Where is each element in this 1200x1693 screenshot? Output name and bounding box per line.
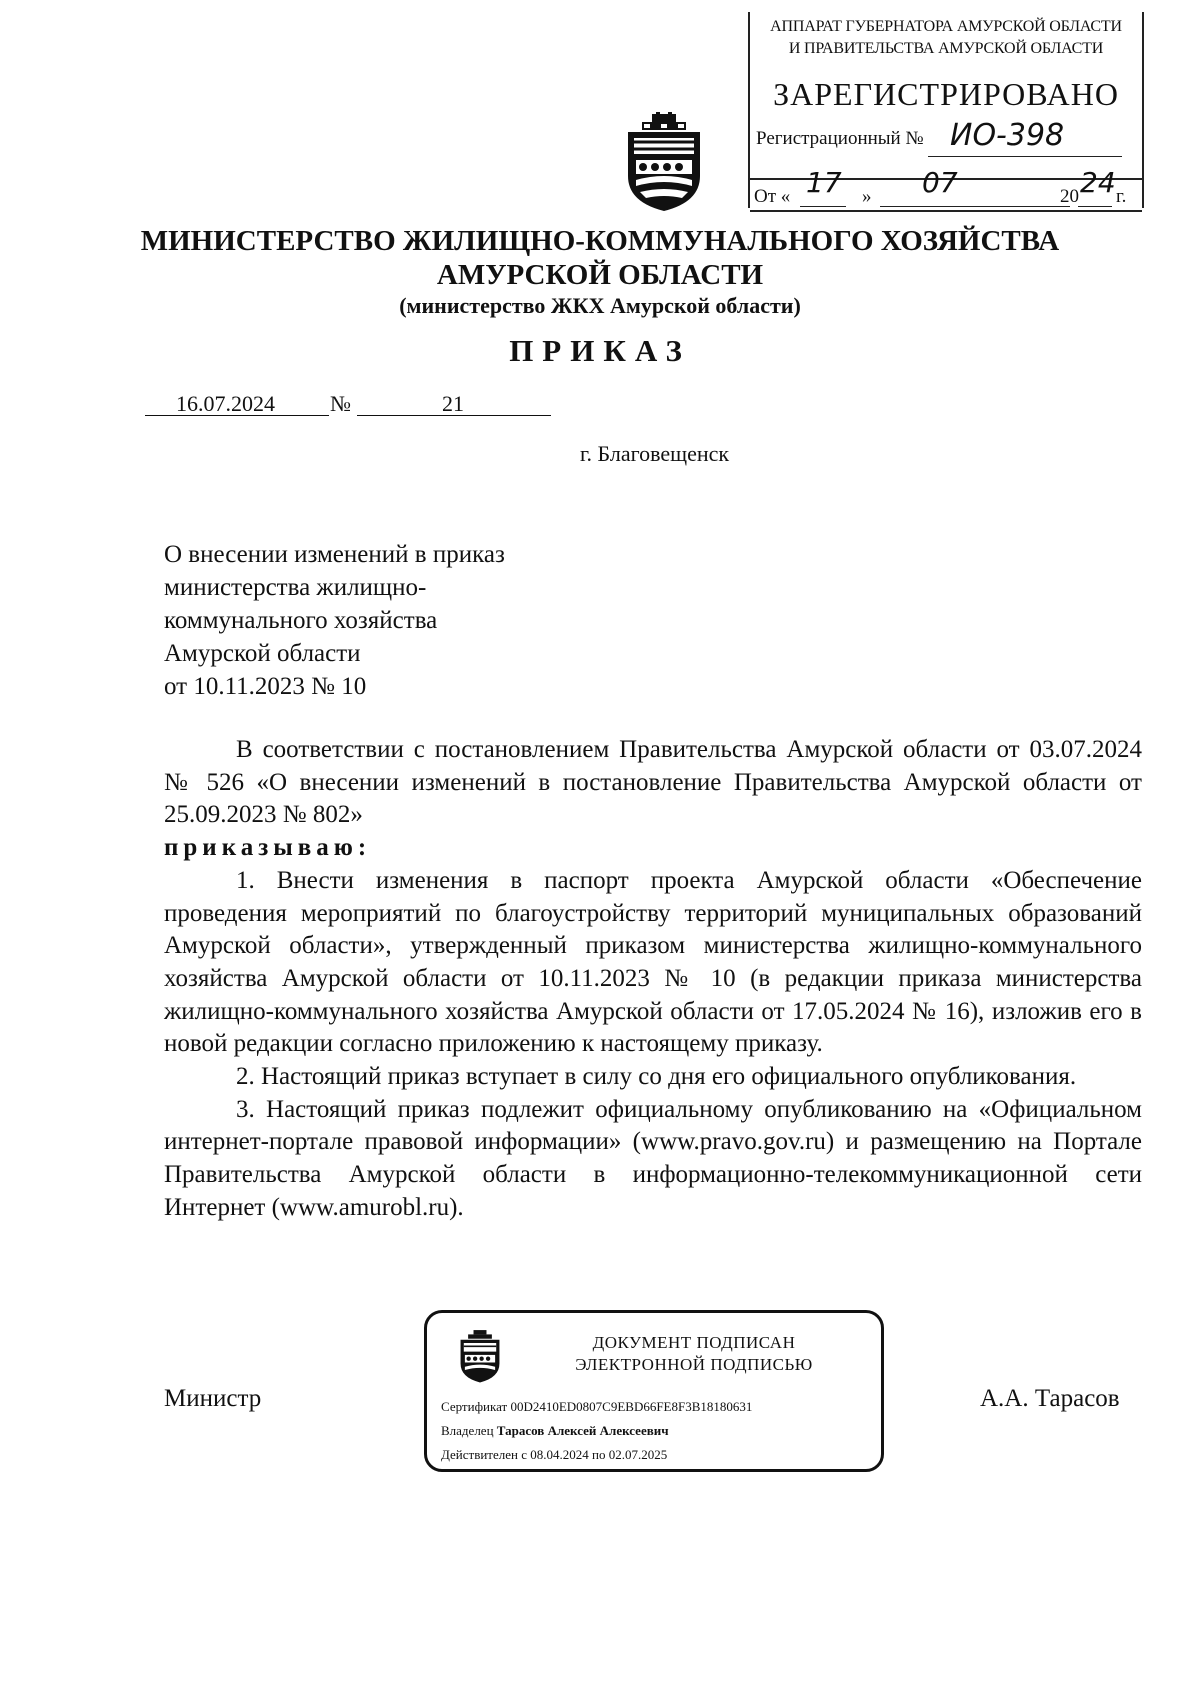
esig-owner-label: Владелец <box>441 1423 494 1438</box>
order-subject <box>164 538 505 703</box>
stamp-year-prefix: 20 <box>1060 186 1079 207</box>
registration-stamp <box>748 12 1144 208</box>
order-number: 21 <box>442 391 464 416</box>
esig-title-line1: ДОКУМЕНТ ПОДПИСАН <box>592 1333 796 1352</box>
order-number-sign: № <box>330 391 351 416</box>
amur-coat-of-arms-icon <box>457 1329 503 1383</box>
order-body <box>164 734 1142 1225</box>
subject-line: О внесении изменений в приказ <box>164 541 505 568</box>
esig-title-line2: ЭЛЕКТРОННОЙ ПОДПИСЬЮ <box>575 1355 813 1374</box>
esig-owner-value: Тарасов Алексей Алексеевич <box>496 1423 669 1438</box>
order-item-2: 2. Настоящий приказ вступает в силу со дня его официального опубликования. <box>236 1063 1077 1091</box>
stamp-day: 17 <box>806 166 842 199</box>
amur-coat-of-arms-icon <box>622 112 706 212</box>
stamp-reg-number: ИО-398 <box>950 118 1065 153</box>
subject-line: коммунального хозяйства <box>164 607 438 634</box>
stamp-reg-underline <box>928 156 1122 157</box>
stamp-org-line1: АППАРАТ ГУБЕРНАТОРА АМУРСКОЙ ОБЛАСТИ <box>770 18 1122 35</box>
esig-valid-to: 02.07.2025 <box>608 1447 668 1462</box>
order-item-3: 3. Настоящий приказ подлежит официальному опубликованию на «Официальном интернет-портале правовой информации» (www.pravo.gov.ru) и размещению на Портале Правительства Амурской области в информационно-телекоммуникационной сети Интернет (www.amurobl.ru). <box>164 1095 1142 1221</box>
stamp-year-underline <box>1078 206 1112 207</box>
document-type-title: ПРИКАЗ <box>509 333 691 368</box>
esig-owner <box>441 1423 669 1439</box>
subject-line: министерства жилищно- <box>164 574 427 601</box>
order-date: 16.07.2024 <box>176 391 275 416</box>
esig-cert-value: 00D2410ED0807C9EBD66FE8F3B18180631 <box>510 1399 753 1414</box>
esig-valid-from: 08.04.2024 <box>530 1447 589 1462</box>
order-item-1: 1. Внести изменения в паспорт проекта Амурской области «Обеспечение проведения мероприятий по благоустройству территорий муниципальных образований Амурской области», утвержденный приказом министерства жилищно-коммунального хозяйства Амурской области от 10.11.2023 № 10 (в редакции приказа министерства жилищно-коммунального хозяйства Амурской области от 17.05.2024 № 16), изложив его в новой редакции согласно приложению к настоящему приказу. <box>164 866 1142 1058</box>
preamble-paragraph: В соответствии с постановлением Правительства Амурской области от 03.07.2024 № 526 «О внесении изменений в постановление Правительства Амурской области от 25.09.2023 № 802» <box>164 736 1142 829</box>
stamp-reg-label: Регистрационный № <box>756 128 924 149</box>
stamp-year-end: г. <box>1116 186 1127 207</box>
order-word: приказываю: <box>164 834 372 862</box>
esig-valid-label: Действителен с <box>441 1447 527 1462</box>
esig-validity <box>441 1447 667 1463</box>
ministry-name-line1: МИНИСТЕРСТВО ЖИЛИЩНО-КОММУНАЛЬНОГО ХОЗЯЙСТВА <box>140 225 1060 257</box>
stamp-org-line2: И ПРАВИТЕЛЬСТВА АМУРСКОЙ ОБЛАСТИ <box>788 40 1104 57</box>
subject-line: от 10.11.2023 № 10 <box>164 673 367 700</box>
stamp-date-row <box>750 166 1142 212</box>
stamp-title: ЗАРЕГИСТРИРОВАНО <box>773 76 1119 112</box>
subject-line: Амурской области <box>164 640 361 667</box>
stamp-date-prefix: От « <box>754 186 791 207</box>
signer-name: А.А. Тарасов <box>980 1385 1120 1412</box>
stamp-month-underline <box>880 206 1020 207</box>
esig-valid-to-label: по <box>592 1447 606 1462</box>
signer-position: Министр <box>164 1385 262 1412</box>
stamp-month: 07 <box>922 166 958 199</box>
order-city: г. Благовещенск <box>580 441 730 466</box>
stamp-year: 24 <box>1080 166 1116 199</box>
ministry-name-line2: АМУРСКОЙ ОБЛАСТИ <box>436 259 764 291</box>
esig-certificate <box>441 1399 752 1415</box>
esig-cert-label: Сертификат <box>441 1399 508 1414</box>
ministry-short-name: (министерство ЖКХ Амурской области) <box>399 293 801 318</box>
stamp-date-mid: » <box>862 186 872 207</box>
stamp-day-underline <box>800 206 846 207</box>
electronic-signature-stamp <box>424 1310 884 1472</box>
